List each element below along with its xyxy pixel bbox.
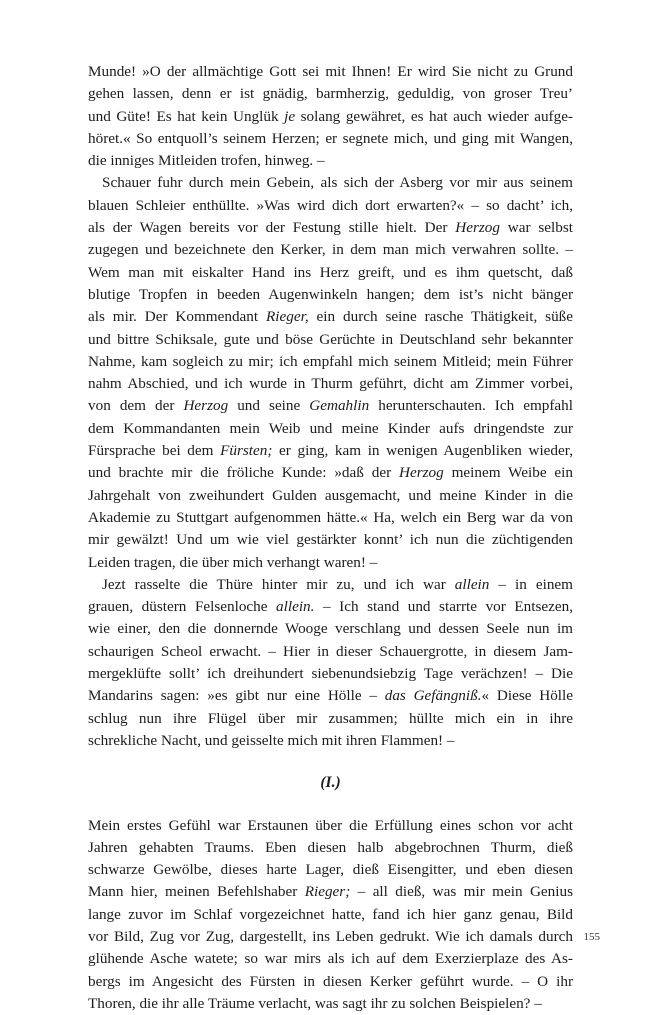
text-line	[88, 837, 573, 859]
text-line	[88, 881, 573, 903]
text-run: und seine	[228, 397, 309, 414]
text-line	[88, 462, 573, 484]
text-run: zugegen und bezeichnete den Kerker, in dem man mich verwahren sollte. –	[88, 241, 573, 258]
text-line	[88, 685, 573, 707]
text-run: grauen, düstern Felsenloche	[88, 598, 276, 615]
section-heading: (I.)	[88, 772, 573, 794]
text-run: und brachte mir die fröliche Kunde: »daß der	[88, 464, 399, 481]
text-line	[88, 859, 573, 881]
text-line	[88, 150, 573, 172]
italic-text: Herzog	[183, 397, 228, 414]
text-line	[88, 529, 573, 551]
text-run: Mandarins sagen: »es gibt nur eine Hölle –	[88, 687, 385, 704]
italic-text: Gemahlin	[309, 397, 369, 414]
italic-text: Herzog	[455, 219, 500, 236]
text-line	[88, 217, 573, 239]
text-line	[88, 172, 573, 194]
text-run: als der Wagen bereits vor der Festung stille hielt. Der	[88, 219, 455, 236]
text-run: schwarze Gewölbe, dieses harte Lager, dieß Eisengitter, und eben diesen	[88, 861, 573, 878]
text-line	[88, 507, 573, 529]
italic-text: allein.	[276, 598, 314, 615]
text-line	[88, 641, 573, 663]
text-line	[88, 574, 573, 596]
italic-text: Rieger;	[305, 883, 351, 900]
text-run: Schauer fuhr durch mein Gebein, als sich der Asberg vor mir aus seinem	[102, 174, 573, 191]
italic-text: allein	[455, 576, 490, 593]
italic-text: Rieger,	[266, 308, 309, 325]
text-line	[88, 730, 573, 752]
text-line	[88, 239, 573, 261]
text-line	[88, 418, 573, 440]
text-run: Jezt rasselte die Thüre hinter mir zu, und ich war	[102, 576, 455, 593]
text-run: Leiden tragen, die über mich verhangt waren! –	[88, 554, 377, 571]
italic-text: je	[284, 108, 295, 125]
text-run: glühende Asche watete; so war mirs als ich auf dem Exerzierplaze des As-	[88, 950, 573, 967]
text-run: Wem man mit eiskalter Hand ins Herz greift, und es ihm quetscht, daß	[88, 264, 573, 281]
text-run: er ging, kam in wenigen Augenbliken wieder,	[272, 442, 573, 459]
text-line	[88, 926, 573, 948]
text-run: war selbst	[500, 219, 573, 236]
text-run: blutige Tropfen in beeden Augenwinkeln hangen; dem ist’s nicht bänger	[88, 286, 573, 303]
text-line	[88, 440, 573, 462]
text-line	[88, 128, 573, 150]
text-line	[88, 552, 573, 574]
text-line	[88, 195, 573, 217]
text-line	[88, 993, 573, 1015]
text-run: gehen lassen, denn er ist gnädig, barmherzig, geduldig, von groser Treu’	[88, 85, 573, 102]
text-run: höret.« So entquoll’s seinem Herzen; er segnete mich, und ging mit Wangen,	[88, 130, 573, 147]
text-run: Akademie zu Stuttgart aufgenommen hätte.« Ha, welch ein Berg war da von	[88, 509, 573, 526]
paragraphs-after-heading	[88, 815, 573, 1015]
text-line	[88, 351, 573, 373]
text-run: herunterschauten. Ich empfahl	[369, 397, 573, 414]
text-run: schlug nun ihre Flügel über mir zusammen; hüllte mich ein in ihre	[88, 710, 573, 727]
text-run: Mein erstes Gefühl war Erstaunen über die Erfüllung eines schon vor acht	[88, 817, 573, 834]
paragraphs-before-heading	[88, 61, 573, 752]
text-run: – all dieß, was mir mein Genius	[350, 883, 573, 900]
page-number: 155	[560, 931, 600, 943]
text-run: als mir. Der Kommendant	[88, 308, 266, 325]
text-run: schrekliche Nacht, und geisselte mich mit ihren Flammen! –	[88, 732, 455, 749]
text-line	[88, 485, 573, 507]
text-run: wie einer, den die donnernde Wooge verschlang und dessen Seele nun im	[88, 620, 573, 637]
paragraph	[88, 574, 573, 752]
text-run: dem Kommandanten mein Weib und meine Kinder aufs dringendste zur	[88, 420, 573, 437]
text-line	[88, 815, 573, 837]
text-line	[88, 61, 573, 83]
body-text	[88, 61, 573, 1015]
text-run: die inniges Mitleiden trofen, hinweg. –	[88, 152, 325, 169]
text-run: und bittre Schiksale, gute und böse Gerüchte in Deutschland sehr bekannter	[88, 331, 573, 348]
text-run: – Ich stand und starrte vor Entsezen,	[314, 598, 573, 615]
paragraph	[88, 61, 573, 172]
text-run: mergeklüfte sollt’ ich dreihundert siebenundsiebzig Tage verächzen! – Die	[88, 665, 573, 682]
text-run: nahm Abschied, und ich wurde in Thurm geführt, dicht am Zimmer vorbei,	[88, 375, 573, 392]
text-run: vor Bild, Zug vor Zug, dargestellt, ins Leben gedrukt. Wie ich damals durch	[88, 928, 573, 945]
text-line	[88, 596, 573, 618]
text-run: « Diese Hölle	[482, 687, 573, 704]
text-line	[88, 373, 573, 395]
paragraph	[88, 815, 573, 1015]
text-run: Munde! »O der allmächtige Gott sei mit Ihnen! Er wird Sie nicht zu Grund	[88, 63, 573, 80]
text-run: Mann hier, meinen Befehlshaber	[88, 883, 305, 900]
text-line	[88, 663, 573, 685]
italic-text: Herzog	[399, 464, 444, 481]
text-run: und Güte! Es hat kein Unglük	[88, 108, 284, 125]
text-run: meinem Weibe ein	[444, 464, 573, 481]
text-run: schaurigen Scheol erwacht. – Hier in dieser Schauergrotte, in diesem Jam-	[88, 643, 573, 660]
text-line	[88, 83, 573, 105]
text-run: Fürsprache bei dem	[88, 442, 220, 459]
text-line	[88, 106, 573, 128]
text-run: bergs im Angesicht des Fürsten in diesen Kerker geführt wurde. – O ihr	[88, 973, 573, 990]
text-line	[88, 708, 573, 730]
text-run: Thoren, die ihr alle Träume verlacht, was sagt ihr zu solchen Beispielen? –	[88, 995, 542, 1012]
text-run: Jahren gehabten Traums. Eben diesen halb abgebrochnen Thurm, dieß	[88, 839, 573, 856]
text-line	[88, 904, 573, 926]
text-line	[88, 618, 573, 640]
text-run: solang gewähret, es hat auch wieder aufge-	[295, 108, 573, 125]
text-run: lange zuvor im Schlaf vorgezeichnet hatte, fand ich hier ganz genau, Bild	[88, 906, 573, 923]
text-line	[88, 948, 573, 970]
italic-text: das Gefängniß.	[385, 687, 482, 704]
text-run: mir gewälzt! Und um wie viel gestärkter konnt’ ich nun die züchtigenden	[88, 531, 573, 548]
text-run: Nahme, kam sogleich zu mir; ich empfahl mich seinem Mitleid; mein Führer	[88, 353, 573, 370]
italic-text: Fürsten;	[220, 442, 272, 459]
text-run: ein durch seine rasche Thätigkeit, süße	[309, 308, 573, 325]
paragraph	[88, 172, 573, 573]
text-line	[88, 395, 573, 417]
text-line	[88, 329, 573, 351]
text-run: Jahrgehalt von zweihundert Gulden ausgemacht, und meine Kinder in die	[88, 487, 573, 504]
text-run: blauen Schleier enthüllte. »Was wird dich dort erwarten?« – so dacht’ ich,	[88, 197, 573, 214]
text-line	[88, 262, 573, 284]
text-run: von dem der	[88, 397, 183, 414]
text-line	[88, 306, 573, 328]
text-line	[88, 284, 573, 306]
text-run: – in einem	[489, 576, 573, 593]
